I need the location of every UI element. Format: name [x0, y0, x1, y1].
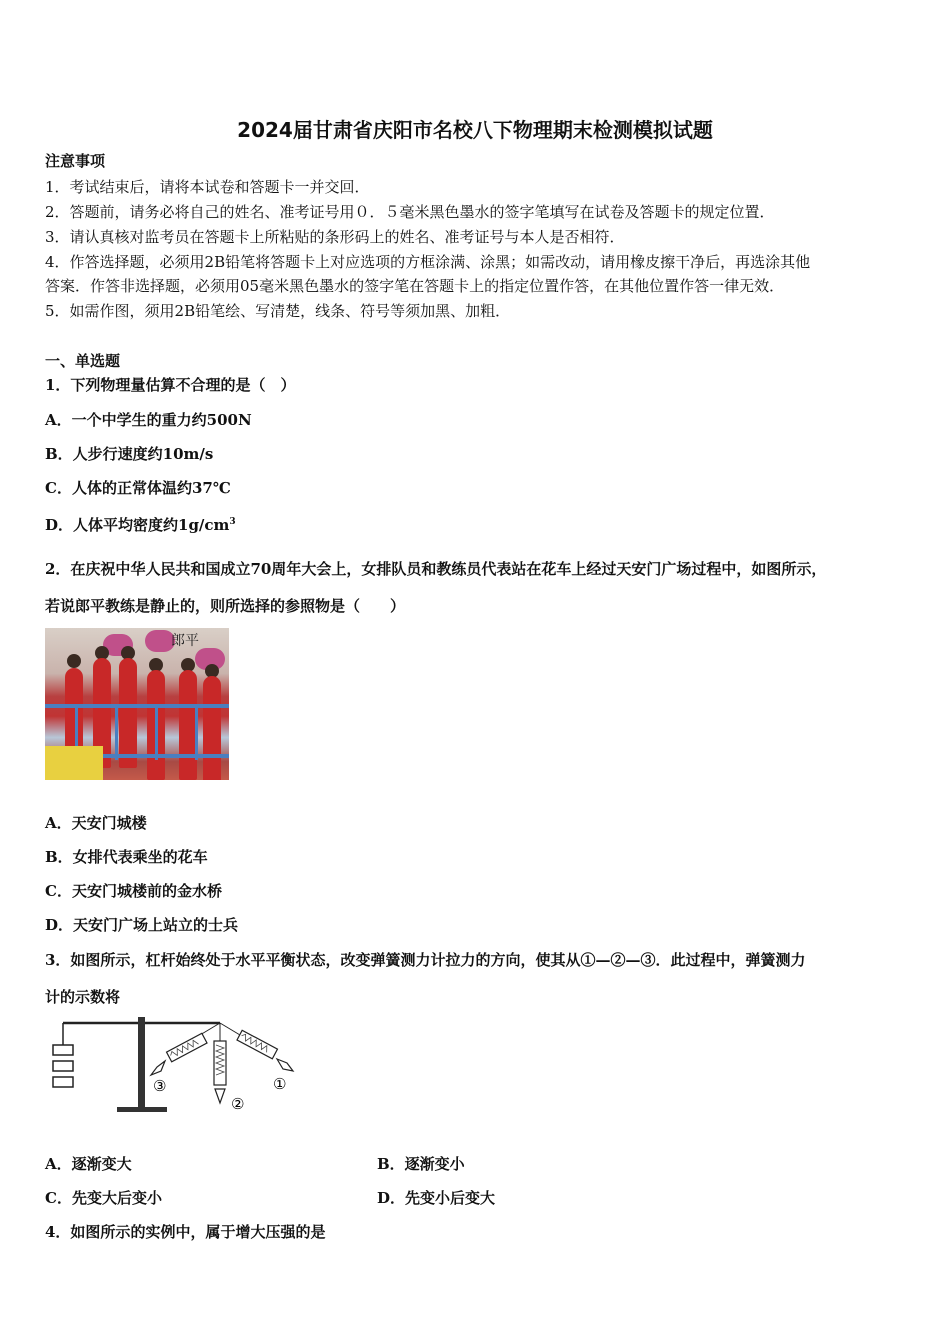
label-1: ①	[273, 1075, 287, 1093]
notice-item: 4．作答选择题，必须用2B铅笔将答题卡上对应选项的方框涂满、涂黑；如需改动，请用橡皮擦干净后，再选涂其他	[45, 253, 811, 271]
q2-option-c: C．天安门城楼前的金水桥	[45, 882, 222, 900]
notice-item: 3．请认真核对监考员在答题卡上所粘贴的条形码上的姓名、准考证号与本人是否相符．	[45, 228, 625, 246]
q1-option-c: C．人体的正常体温约37℃	[45, 479, 231, 497]
q1-option-d-sup: 3	[229, 517, 236, 527]
q1-option-d-text: D．人体平均密度约1g/cm	[45, 516, 230, 534]
notice-heading: 注意事项	[45, 152, 106, 170]
q2-option-d: D．天安门广场上站立的士兵	[45, 916, 239, 934]
person	[119, 658, 137, 768]
q1-option-a: A．一个中学生的重力约500N	[45, 411, 252, 429]
float-decoration	[45, 746, 103, 780]
q3-option-d: D．先变小后变大	[377, 1189, 496, 1207]
weight-block	[53, 1061, 73, 1071]
q2-option-b: B．女排代表乘坐的花车	[45, 848, 208, 866]
hand-2	[215, 1089, 225, 1103]
q3-option-c: C．先变大后变小	[45, 1189, 162, 1207]
lever-diagram	[45, 1015, 300, 1120]
hand-3	[151, 1061, 165, 1075]
photo-label: 郎平	[171, 633, 199, 649]
notice-item: 5．如需作图，须用2B铅笔绘、写清楚，线条、符号等须加黑、加粗．	[45, 302, 511, 320]
weight-block	[53, 1045, 73, 1055]
spring-scale-3	[167, 1033, 207, 1061]
section-heading: 一、单选题	[45, 352, 121, 370]
volleyball-team-photo	[45, 628, 229, 780]
notice-item: 2．答题前，请务必将自己的姓名、准考证号用０．５毫米黑色墨水的签字笔填写在试卷及答题卡的规定位置．	[45, 203, 775, 221]
notice-item: 答案．作答非选择题，必须用05毫米黑色墨水的签字笔在答题卡上的指定位置作答，在其他位置作答一律无效．	[45, 277, 785, 295]
q3-option-a: A．逐渐变大	[45, 1155, 132, 1173]
person	[203, 676, 221, 780]
q1-option-d	[45, 512, 236, 535]
person-head	[67, 654, 81, 668]
q1-option-b: B．人步行速度约10m/s	[45, 445, 214, 463]
question-1-stem: 1．下列物理量估算不合理的是（ ）	[45, 376, 296, 394]
railing	[45, 704, 229, 708]
lever-support	[138, 1017, 145, 1109]
question-3-stem-cont: 计的示数将	[45, 988, 121, 1006]
notice-item: 1．考试结束后，请将本试卷和答题卡一并交回．	[45, 178, 370, 196]
hand-1	[277, 1059, 293, 1071]
spring-scale-1	[237, 1030, 277, 1058]
page-title: 2024届甘肃省庆阳市名校八下物理期末检测模拟试题	[237, 118, 713, 142]
support-base	[117, 1107, 167, 1112]
string-1	[220, 1023, 240, 1035]
q2-option-a: A．天安门城楼	[45, 814, 147, 832]
railing-post	[115, 704, 118, 760]
q3-option-b: B．逐渐变小	[377, 1155, 465, 1173]
weight-block	[53, 1077, 73, 1087]
question-3-stem: 3．如图所示，杠杆始终处于水平平衡状态，改变弹簧测力计拉力的方向，使其从①—②—③．此过程中，弹簧测力	[45, 951, 806, 969]
question-4-stem: 4．如图所示的实例中，属于增大压强的是	[45, 1223, 326, 1241]
question-2-stem: 2．在庆祝中华人民共和国成立70周年大会上，女排队员和教练员代表站在花车上经过天安门广场过程中，如图所示，	[45, 560, 827, 578]
question-2-stem-cont: 若说郎平教练是静止的，则所选择的参照物是（ ）	[45, 597, 406, 615]
railing-post	[195, 704, 198, 760]
label-2: ②	[231, 1095, 245, 1113]
label-3: ③	[153, 1077, 167, 1095]
railing-post	[155, 704, 158, 760]
